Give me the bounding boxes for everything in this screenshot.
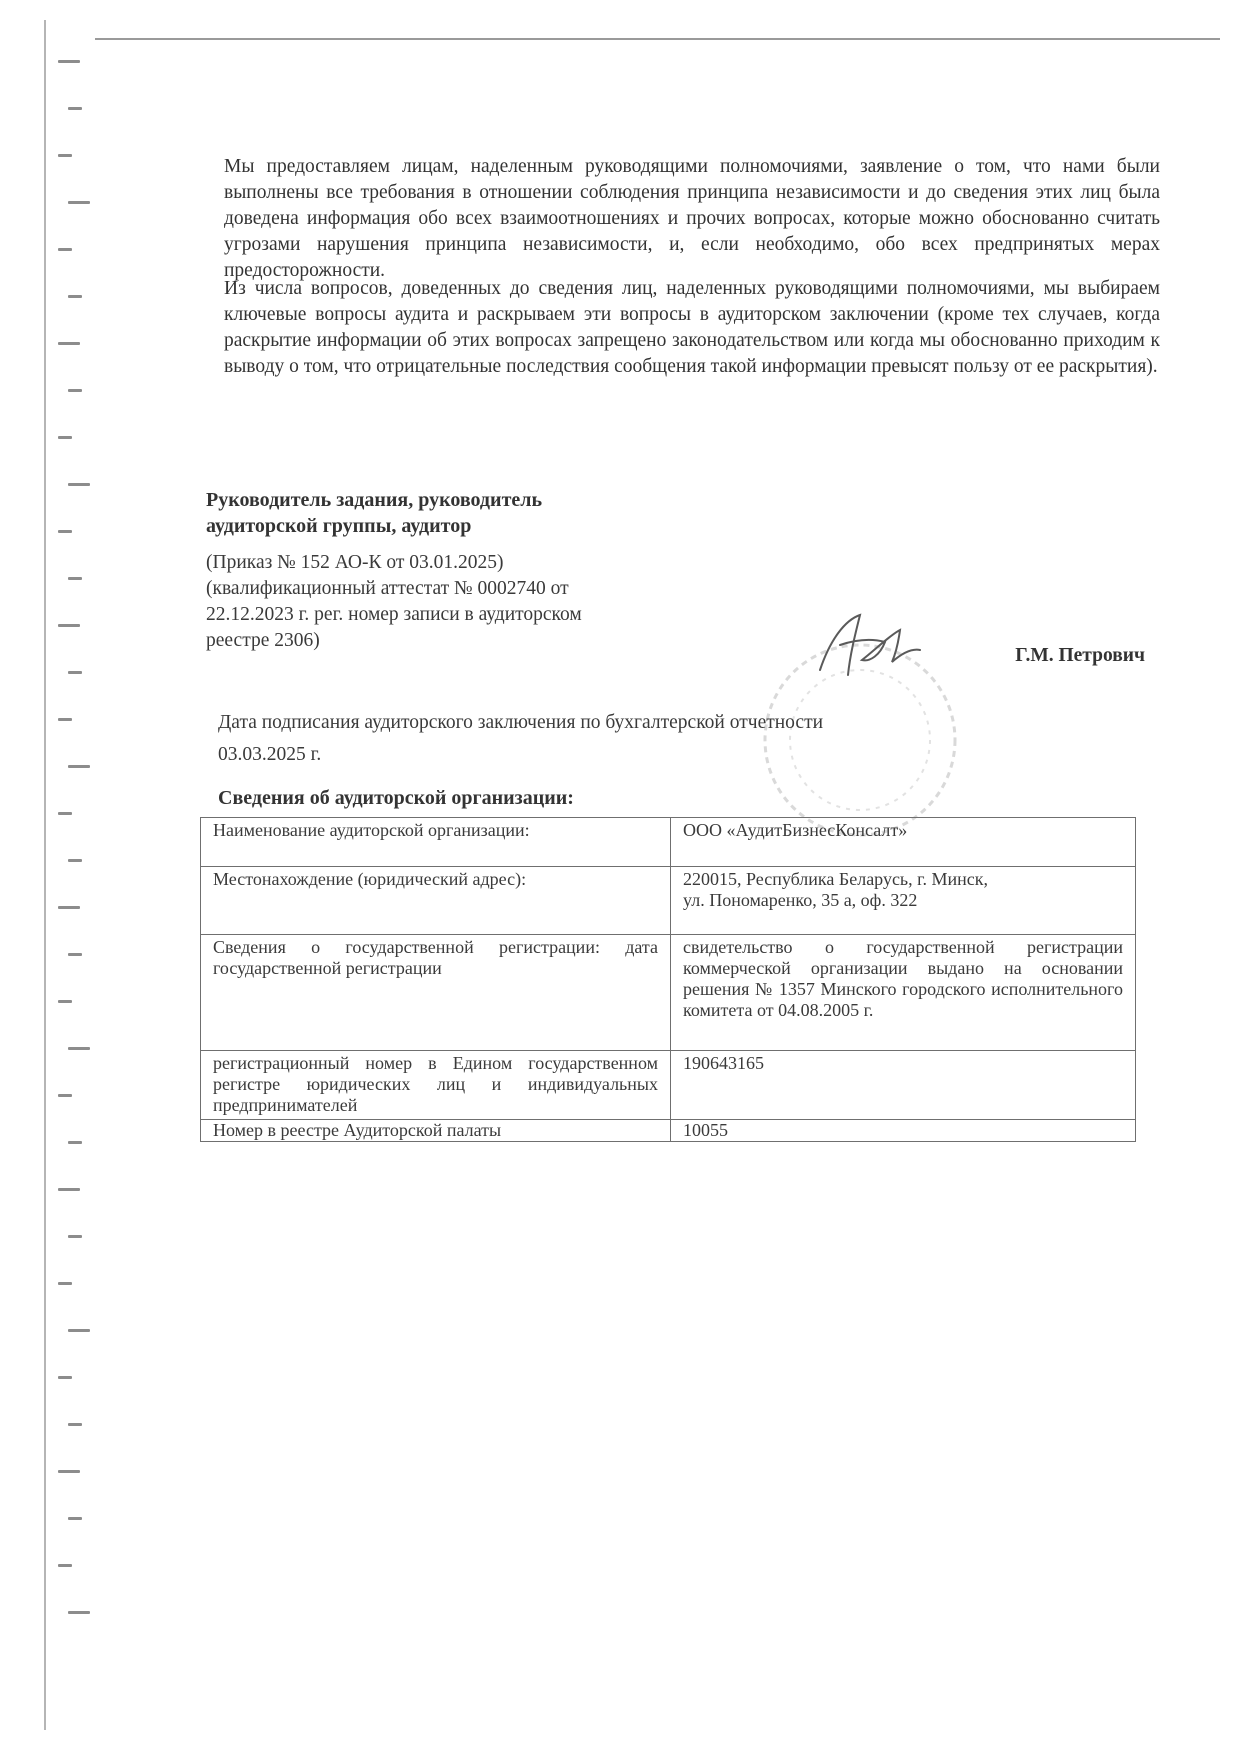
binding-mark [68,1423,82,1426]
row-value-registry: 10055 [671,1120,1136,1142]
binding-mark [68,1611,90,1614]
binding-mark [68,671,82,674]
paragraph-independence: Мы предоставляем лицам, наделенным руководящими полномочиями, заявление о том, что нами были выполнены все требования в отношении соблюдения принципа независимости и до сведения этих лиц была доведена информация обо всех взаимоотношениях и прочих вопросах, которые можно обоснованно считать угрозами нарушения принципа независимости, и, если необходимо, обо всех предпринятых мерах предосторожности. [224,156,1160,281]
auditor-name: Г.М. Петрович [1015,645,1145,666]
address-line1: 220015, Республика Беларусь, г. Минск, [683,869,988,889]
auditor-certificate-line2: 22.12.2023 г. рег. номер записи в аудиторском [206,604,582,625]
binding-mark [58,342,80,345]
row-label-registry: Номер в реестре Аудиторской палаты [201,1120,671,1142]
binding-mark [68,1235,82,1238]
binding-mark [58,906,80,909]
binding-mark [58,530,72,533]
binding-mark [68,1047,90,1050]
binding-mark [58,1188,80,1191]
row-label-name: Наименование аудиторской организации: [201,818,671,867]
row-value-name: ООО «АудитБизнесКонсалт» [671,818,1136,867]
binding-mark [68,859,82,862]
binding-mark [58,812,72,815]
binding-mark [68,295,82,298]
binding-mark [68,1329,90,1332]
table-row [201,1051,1136,1120]
binding-mark [68,1141,82,1144]
organization-table [200,817,1136,1142]
organization-heading: Сведения об аудиторской организации: [218,787,574,809]
table-row [201,818,1136,867]
binding-mark [68,765,90,768]
row-label-reg-number: регистрационный номер в Едином государственном регистре юридических лиц и индивидуальных предпринимателей [201,1051,671,1120]
signature-mark [800,600,940,690]
signing-date: 03.03.2025 г. [218,744,322,765]
binding-mark [58,248,72,251]
row-label-address: Местонахождение (юридический адрес): [201,867,671,935]
auditor-role-line2: аудиторской группы, аудитор [206,515,472,537]
binding-mark [58,718,72,721]
auditor-order: (Приказ № 152 АО-К от 03.01.2025) [206,552,504,573]
binding-mark [58,60,80,63]
scan-edge-top [95,38,1220,40]
binding-mark [68,107,82,110]
scan-edge-left [44,20,46,1730]
address-line2: ул. Пономаренко, 35 а, оф. 322 [683,890,918,910]
binding-mark [68,1517,82,1520]
binding-mark [68,577,82,580]
binding-mark [58,624,80,627]
binding-mark [58,1094,72,1097]
binding-mark [68,483,90,486]
auditor-role-line1: Руководитель задания, руководитель [206,489,543,511]
binding-mark [58,436,72,439]
auditor-certificate-line3: реестре 2306) [206,630,320,651]
auditor-certificate-line1: (квалификационный аттестат № 0002740 от [206,578,569,599]
row-label-registration: Сведения о государственной регистрации: дата государственной регистрации [201,935,671,1051]
binding-mark [58,1564,72,1567]
row-value-address [671,867,1136,935]
table-row [201,1120,1136,1142]
binding-mark [58,1282,72,1285]
binding-mark [58,1376,72,1379]
binding-mark [58,1000,72,1003]
auditor-credentials [206,550,666,654]
binding-mark [68,201,90,204]
table-row [201,867,1136,935]
binding-mark [58,154,72,157]
binding-mark [68,389,82,392]
signing-date-label: Дата подписания аудиторского заключения по бухгалтерской отчетности [218,712,824,733]
binding-mark [58,1470,80,1473]
binding-hole-marks [50,40,96,1680]
row-value-registration: свидетельство о государственной регистрации коммерческой организации выдано на основании решения № 1357 Минского городского исполнительного комитета от 04.08.2005 г. [671,935,1136,1051]
paragraph-key-matters: Из числа вопросов, доведенных до сведения лиц, наделенных руководящими полномочиями, мы выбираем ключевые вопросы аудита и раскрываем эти вопросы в аудиторском заключении (кроме тех случаев, когда раскрытие информации об этих вопросах запрещено законодательством или когда мы обоснованно приходим к выводу о том, что отрицательные последствия сообщения такой информации превысят пользу от ее раскрытия). [224,278,1160,377]
table-row [201,935,1136,1051]
binding-mark [68,953,82,956]
row-value-reg-number: 190643165 [671,1051,1136,1120]
auditor-role [206,487,686,539]
